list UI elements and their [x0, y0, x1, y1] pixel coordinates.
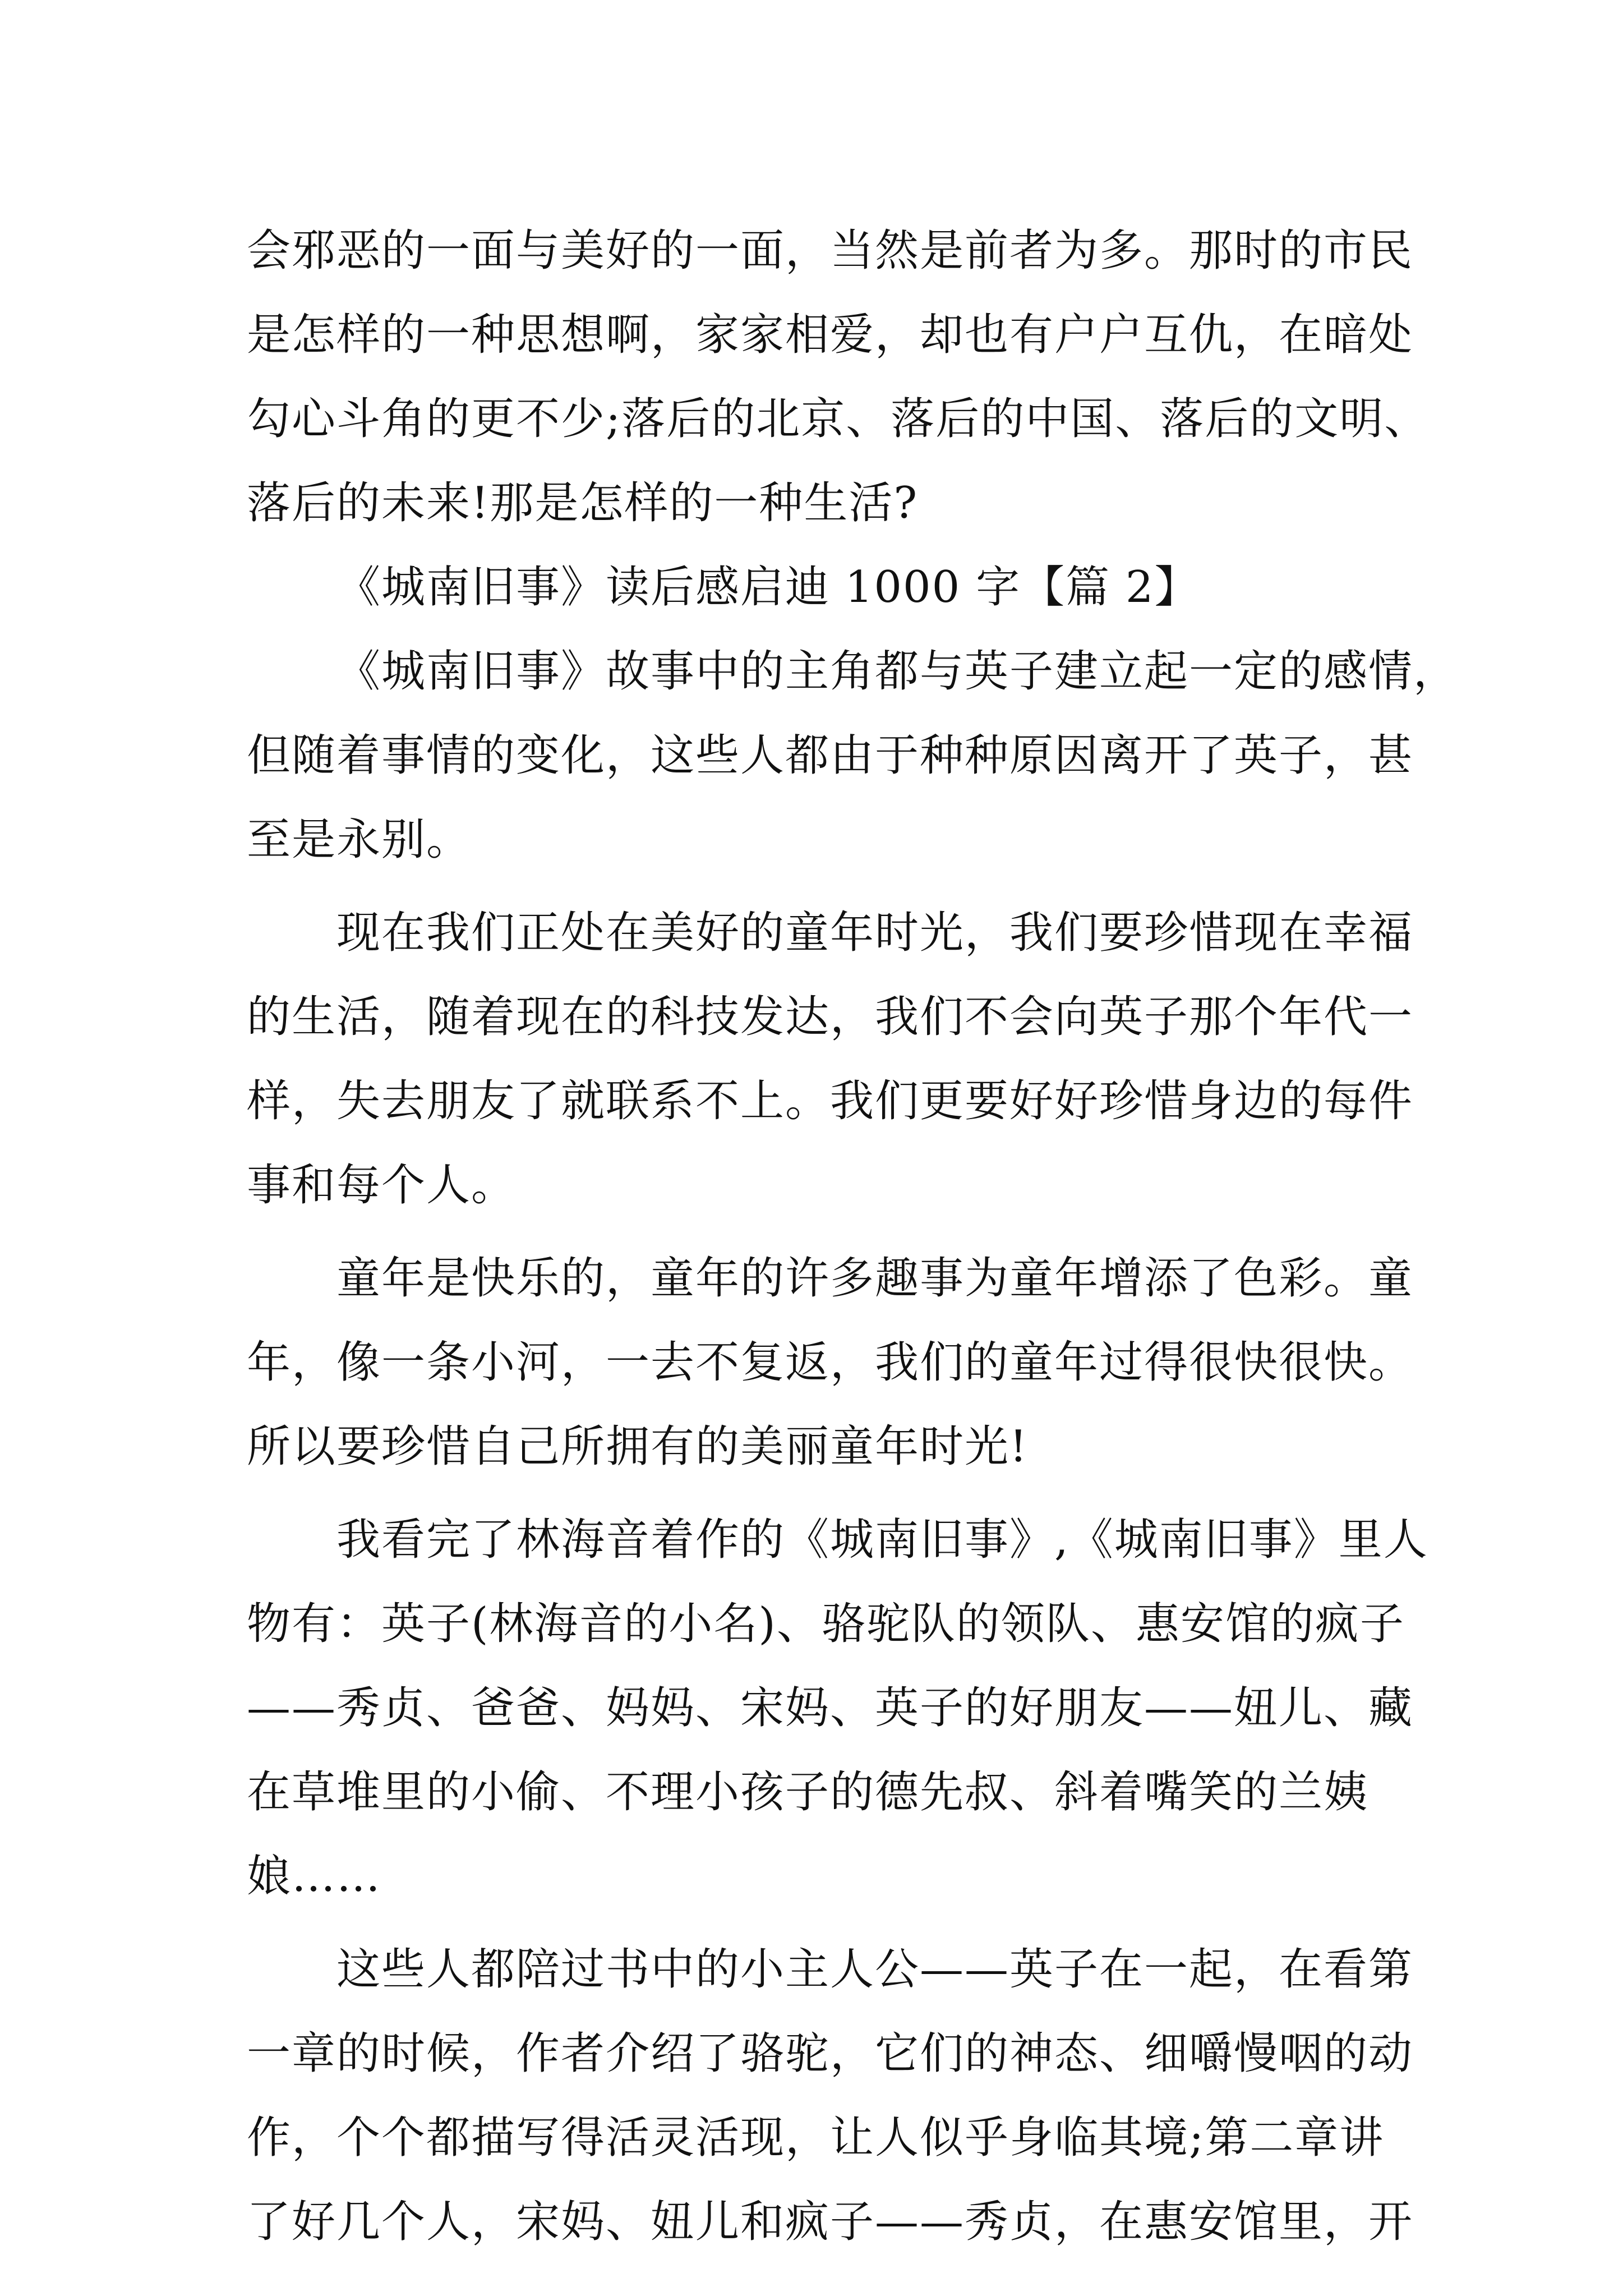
- text-line: 所以要珍惜自己所拥有的美丽童年时光!: [247, 1421, 1029, 1472]
- heading-text: 《城南旧事》读后感启迪 1000 字【篇 2】: [336, 562, 1200, 613]
- text-line: 童年是快乐的，童年的许多趣事为童年增添了色彩。童: [336, 1253, 1414, 1304]
- text-line: ——秀贞、爸爸、妈妈、宋妈、英子的好朋友——妞儿、藏: [247, 1683, 1414, 1733]
- paragraph: [247, 1498, 1428, 1918]
- text-line: 但随着事情的变化，这些人都由于种种原因离开了英子，甚: [247, 730, 1414, 781]
- text-line: 的生活，随着现在的科技发达，我们不会向英子那个年代一: [247, 992, 1414, 1042]
- text-line: 我看完了林海音着作的《城南旧事》,《城南旧事》里人: [336, 1515, 1428, 1565]
- text-line: 《城南旧事》故事中的主角都与英子建立起一定的感情，: [336, 646, 1459, 697]
- text-line: 事和每个人。: [247, 1160, 517, 1211]
- text-line: 物有：英子(林海音的小名)、骆驼队的领队、惠安馆的疯子: [247, 1599, 1405, 1649]
- text-line: 一章的时候，作者介绍了骆驼，它们的神态、细嚼慢咽的动: [247, 2028, 1414, 2079]
- paragraph: [247, 1236, 1414, 1489]
- text-line: 年，像一条小河，一去不复返，我们的童年过得很快很快。: [247, 1337, 1414, 1388]
- text-line: 作，个个都描写得活灵活现，让人似乎身临其境;第二章讲: [247, 2113, 1385, 2163]
- text-line: 样，失去朋友了就联系不上。我们更要好好珍惜身边的每件: [247, 1076, 1414, 1126]
- text-line: 娘……: [247, 1851, 382, 1902]
- text-line: 这些人都陪过书中的小主人公——英子在一起，在看第: [336, 1944, 1414, 1995]
- text-line: 至是永别。: [247, 815, 472, 865]
- document-body: [247, 209, 1459, 2264]
- text-line: 现在我们正处在美好的童年时光，我们要珍惜现在幸福: [336, 908, 1414, 958]
- text-line: 落后的未来!那是怎样的一种生活?: [247, 478, 919, 528]
- text-line: 了好几个人，宋妈、妞儿和疯子——秀贞，在惠安馆里，开: [247, 2197, 1414, 2247]
- paragraph: [247, 891, 1414, 1227]
- text-line: 在草堆里的小偷、不理小孩子的德先叔、斜着嘴笑的兰姨: [247, 1767, 1369, 1818]
- paragraph-continuation: [247, 209, 1430, 545]
- text-line: 是怎样的一种思想啊，家家相爱，却也有户户互仇，在暗处: [247, 310, 1414, 360]
- paragraph: [247, 629, 1459, 882]
- text-line: 会邪恶的一面与美好的一面，当然是前者为多。那时的市民: [247, 226, 1414, 276]
- section-heading: [247, 545, 1391, 629]
- text-line: 勾心斗角的更不少;落后的北京、落后的中国、落后的文明、: [247, 394, 1430, 444]
- paragraph: [247, 1927, 1414, 2264]
